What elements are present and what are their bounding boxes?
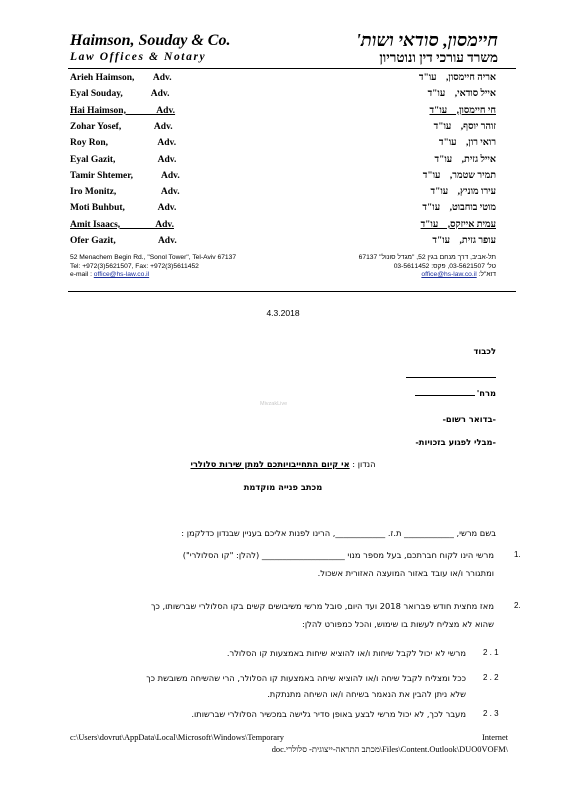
header-bottom-rule — [68, 291, 516, 292]
email-link-hebrew[interactable]: office@hs-law.co.il — [421, 271, 477, 279]
letterhead-rule — [68, 68, 516, 69]
sub3-number: 2 . 3 — [483, 709, 499, 718]
sub2-number: 2 . 2 — [483, 673, 499, 682]
address-line: 52 Menachem Begin Rd., "Sonol Tower", Tel-Aviv 67137 — [70, 254, 237, 261]
lawyer-name-english: Iro Monitz, Adv. — [70, 187, 180, 198]
lawyer-name-english: Ofer Gazit, Adv. — [70, 236, 177, 246]
para1-number: 1. — [514, 550, 521, 559]
watermark: MivzakLive — [260, 401, 288, 407]
subject-line — [0, 459, 566, 469]
lawyer-name-english: Roy Ron, Adv. — [70, 138, 177, 149]
lawyer-name-english: Arieh Haimson, Adv. — [70, 73, 172, 83]
para2-line1: מאז מחצית חודש פברואר 2018 ועד היום, סובל מרשי משיבושים קשים בקו הסלולרי שברשותו, כך — [151, 601, 494, 611]
lawyer-name-english: Tamir Shtemer, Adv. — [70, 170, 180, 181]
subject-text: אי קיום התחייבויותכם למתן שירות סלולרי — [190, 459, 350, 469]
firm-name-english: Haimson, Souday & Co. — [70, 32, 231, 49]
lawyer-name-hebrew: עופר גזית, עו"ד — [432, 236, 496, 246]
email-label-hebrew: דוא"ל: — [478, 271, 496, 279]
para2-line2: שהוא לא מצליח לעשות בו שימוש, והכל כמפורט להלן: — [302, 619, 494, 629]
sub1-text: מרשי לא יכול לקבל שיחות ו/או להוציא שיחות באמצעות קו הסלולר. — [226, 648, 466, 658]
lawyer-name-english: Eyal Souday, Adv. — [70, 89, 170, 100]
to-label: לכבוד — [473, 346, 496, 356]
address-hebrew — [359, 254, 496, 280]
lawyer-name-hebrew: אייל סודאי, עו"ד — [427, 89, 496, 100]
lawyer-name-hebrew: עמית אייזקס, עו"ד — [420, 219, 496, 230]
phone-line: Tel: +972(3)5621507, Fax: +972(3)5611452 — [70, 262, 199, 270]
lawyer-name-hebrew: חי חיימסון, עו"ד — [429, 105, 496, 116]
footer-internet: Internet — [481, 733, 508, 742]
street-label — [415, 388, 496, 398]
sub2-line2: שלא ניתן להבין את הנאמר בשיחה ו/או השיחה מתנתקת. — [267, 689, 466, 699]
letter-date: 4.3.2018 — [266, 308, 300, 318]
subject-label: הנדון : — [352, 459, 376, 469]
sub1-number: 2 . 1 — [483, 648, 499, 657]
firm-subtitle-hebrew: משרד עורכי דין ונוטריון — [379, 50, 498, 65]
address-line-hebrew: תל-אביב, דרך מנחם בגין 52, "מגדל סונול" 67137 — [358, 254, 496, 261]
lawyer-name-english: Eyal Gazit, Adv. — [70, 154, 177, 165]
address-english — [70, 254, 236, 280]
lawyer-name-hebrew: מוטי בוחבוט, עו"ד — [422, 203, 496, 214]
lawyer-name-hebrew: אריה חיימסון, עו"ד — [418, 73, 496, 83]
lawyer-name-hebrew: עירו מוניץ, עו"ד — [430, 187, 496, 198]
firm-subtitle-english: Law Offices & Notary — [70, 51, 207, 63]
lawyer-name-hebrew: תמיר שטמר, עו"ד — [422, 170, 496, 181]
sub2-line1: ככל ומצליח לקבל שיחה ו/או להוציא שיחה באמצעות קו הסלולר, הרי שהשיחה משובשת כך — [146, 673, 466, 683]
lawyer-name-english: Amit Isaacs, Adv. — [70, 219, 174, 230]
lawyer-name-english: Hai Haimson, Adv. — [70, 105, 176, 116]
phone-line-hebrew: טל' 03-5621507, פקס: 03-5611452 — [393, 262, 496, 270]
para2-number: 2. — [514, 601, 521, 610]
email-line — [70, 271, 236, 280]
recipient-blank-line — [406, 377, 496, 378]
lawyer-name-hebrew: זוהר יוסף, עו"ד — [433, 121, 496, 132]
email-label: e-mail : — [70, 271, 94, 279]
lawyer-name-english: Moti Buhbut, Adv. — [70, 203, 177, 214]
without-prejudice-note: -מבלי לפגוע בזכויות- — [415, 437, 496, 447]
footer-path-line1: c:\Users\dovrut\AppData\Local\Microsoft\Windows\Temporary — [70, 733, 284, 742]
footer-path-line2: \Files\Content.Outlook\DUO0VOFM\מכתב התראה-ייצוגית- סלולרי.doc — [271, 745, 508, 754]
lawyer-name-hebrew: אייל גזית, עו"ד — [434, 154, 496, 165]
registered-mail-note: -בדואר רשום- — [442, 414, 496, 424]
street-blank-line — [415, 395, 475, 396]
intro-paragraph: בשם מרשי, ____________ ת.ז. ____________, הרינו לפנות אליכם בעניין שבנדון כדלקמן : — [181, 528, 496, 538]
lawyer-name-hebrew: רואי רון, עו"ד — [438, 138, 496, 149]
para1-line2: ומתגורר ו/או עובד באזור המועצה האזורית אשכול. — [317, 568, 494, 578]
lawyer-name-english: Zohar Yosef, Adv. — [70, 121, 173, 132]
letter-title: מכתב פנייה מוקדמת — [243, 482, 323, 492]
para1-line1: מרשי הינו לקוח חברתכם, בעל מספר מנוי ____________________ (להלן: "קו הסלולרי") — [182, 550, 494, 560]
firm-name-hebrew: חיימסון, סודאי ושות' — [355, 30, 498, 50]
sub3-text: מעבר לכך, לא יכול מרשי לבצע באופן סדיר גלישה במכשיר הסלולרי שברשותו. — [191, 709, 466, 719]
street-label-text: מרח' — [476, 388, 496, 398]
email-line-hebrew — [359, 271, 496, 280]
email-link[interactable]: office@hs-law.co.il — [93, 271, 150, 279]
